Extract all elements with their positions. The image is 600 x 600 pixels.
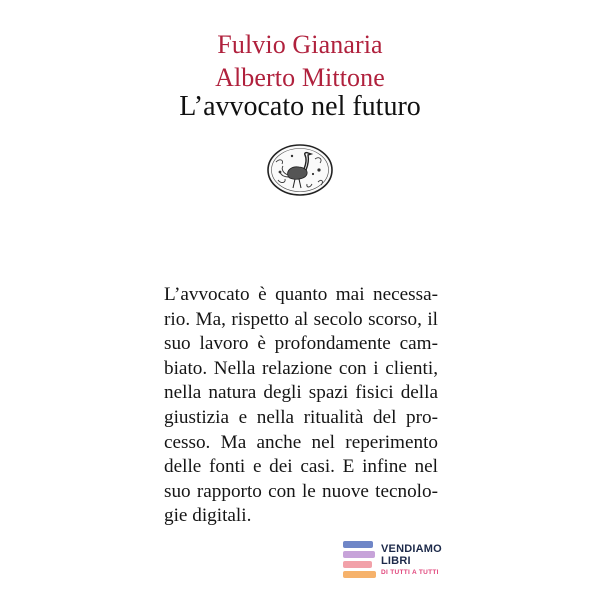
blurb-line: giustizia e nella ritualità del pro-	[164, 406, 438, 428]
blurb-line: biato. Nella relazione con i clienti,	[164, 357, 438, 379]
badge-tagline: DI TUTTI A TUTTI	[381, 569, 439, 576]
logo-stripe	[343, 561, 372, 568]
badge-line: VENDIAMO	[381, 543, 442, 555]
blurb-line: L’avvocato è quanto mai necessa-	[164, 284, 438, 305]
logo-stripe	[343, 551, 375, 558]
blurb-line: suo rapporto con le nuove tecnolo-	[164, 480, 438, 502]
author-name: Fulvio Gianaria	[217, 30, 383, 59]
authors	[0, 28, 600, 94]
blurb-line: gie digitali.	[164, 505, 252, 527]
logo-stripe	[343, 541, 373, 548]
blurb-line: cesso. Ma anche nel reperimento	[164, 431, 438, 453]
vendiamo-libri-badge	[343, 541, 443, 583]
logo-stripe	[343, 571, 376, 578]
blurb-text	[164, 283, 438, 529]
publisher-emblem-ostrich-icon	[266, 142, 334, 198]
badge-line: LIBRI	[381, 555, 411, 567]
blurb-line: suo lavoro è profondamente cam-	[164, 333, 438, 355]
blurb-line: rio. Ma, rispetto al secolo scorso, il	[164, 308, 438, 330]
blurb-line: nella natura degli spazi fisici della	[164, 382, 438, 404]
book-title: L’avvocato nel futuro	[179, 91, 421, 122]
badge-title	[381, 543, 442, 567]
author-name: Alberto Mittone	[215, 63, 385, 92]
blurb-line: delle fonti e dei casi. E infine nel	[164, 456, 438, 478]
stacked-books-logo-icon	[343, 541, 377, 581]
